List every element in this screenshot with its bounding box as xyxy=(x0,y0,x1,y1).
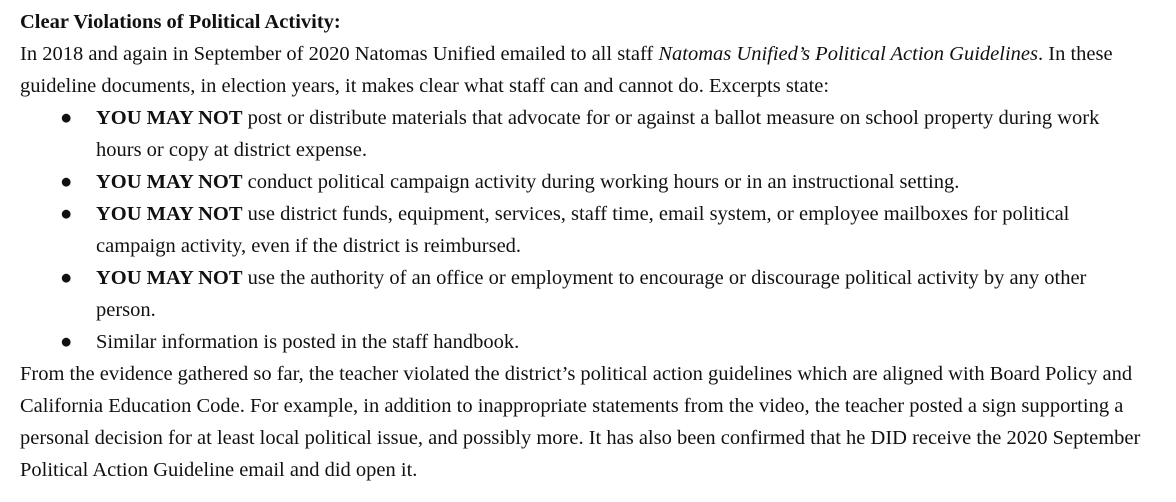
bullet-icon: ● xyxy=(60,203,73,225)
bullet-icon: ● xyxy=(60,107,73,129)
section-heading: Clear Violations of Political Activity: xyxy=(20,11,341,33)
conclusion-paragraph: From the evidence gathered so far, the teacher violated the district’s political action guidelines which are aligned with Board Policy and California Education Code. For example, in addition to inappropriate statements from the video, the teacher posted a sign supporting a personal decision for at least local political issue, and possibly more. It has also been confirmed that he DID receive the 2020 September Political Action Guideline email and did open it. xyxy=(20,363,1141,481)
item-text: use the authority of an office or employment to encourage or discourage political activity by any other person. xyxy=(96,267,1087,321)
bullet-icon: ● xyxy=(60,331,73,353)
item-text: post or distribute materials that advocate for or against a ballot measure on school property during work hours or copy at district expense. xyxy=(96,107,1100,161)
bullet-icon: ● xyxy=(60,267,73,289)
guidelines-title: Natomas Unified’s Political Action Guidelines xyxy=(658,43,1038,65)
list-item xyxy=(20,166,1156,198)
list-item xyxy=(20,198,1156,262)
intro-lead-text: In 2018 and again in September of 2020 Natomas Unified emailed to all staff xyxy=(20,43,659,65)
item-lead: YOU MAY NOT xyxy=(96,203,243,225)
list-item xyxy=(20,326,1156,358)
intro-tail-text: . In these guideline documents, in election years, it makes clear what staff can and cannot do. Excerpts state: xyxy=(20,43,1113,97)
intro-paragraph xyxy=(20,38,1156,102)
item-lead: YOU MAY NOT xyxy=(96,107,243,129)
item-lead: YOU MAY NOT xyxy=(96,267,243,289)
list-item xyxy=(20,102,1156,166)
item-text: conduct political campaign activity during working hours or in an instructional setting. xyxy=(242,171,960,193)
item-lead: YOU MAY NOT xyxy=(96,171,243,193)
excerpts-list xyxy=(20,102,1156,358)
list-item xyxy=(20,262,1156,326)
item-text: Similar information is posted in the staff handbook. xyxy=(96,331,520,353)
item-text: use district funds, equipment, services, staff time, email system, or employee mailboxes for political campaign activity, even if the district is reimbursed. xyxy=(96,203,1070,257)
bullet-icon: ● xyxy=(60,171,73,193)
